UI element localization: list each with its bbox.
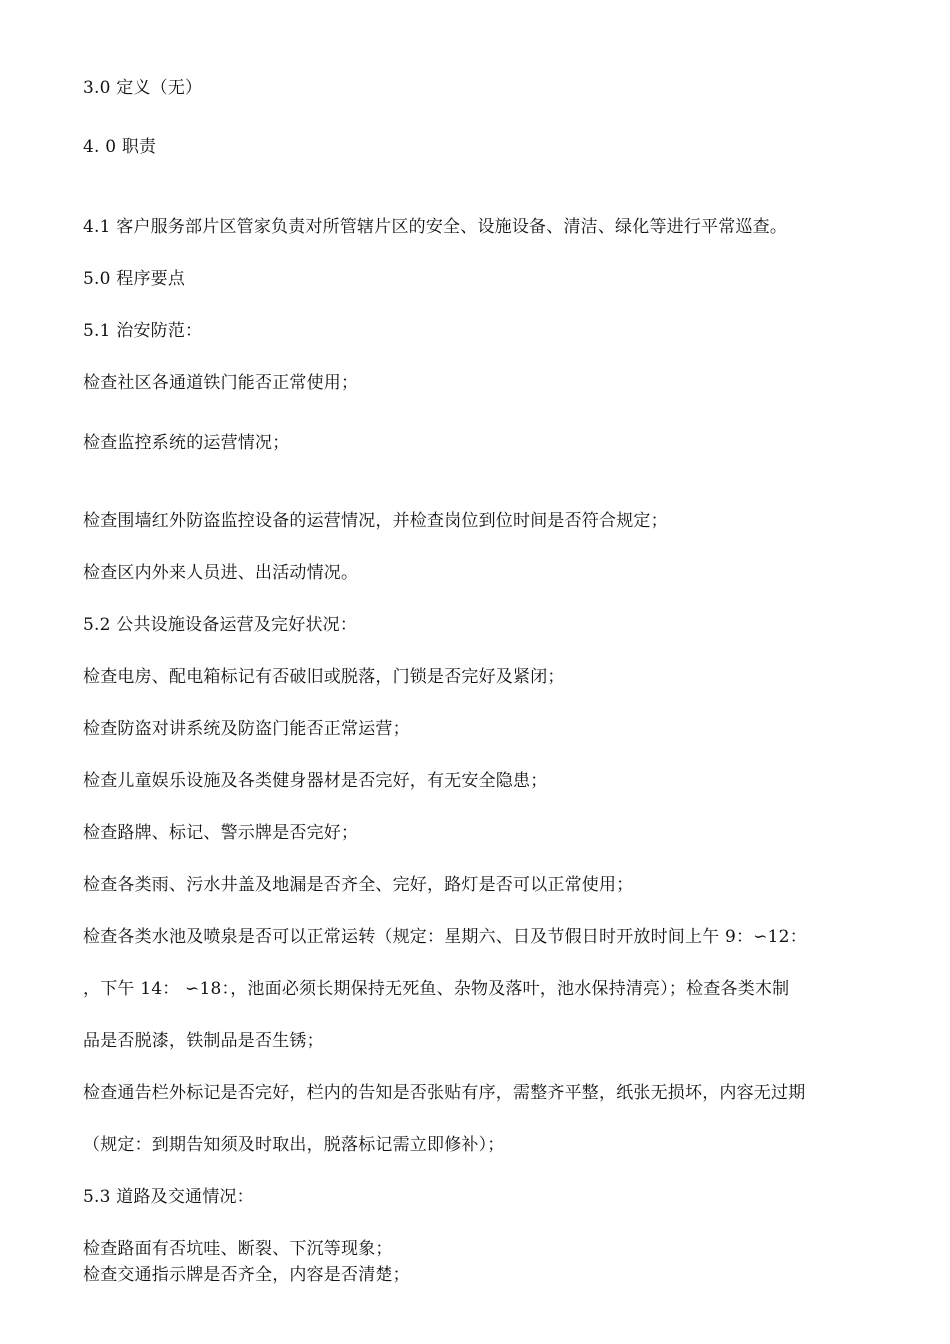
paragraph-line: ，下午 14： ∽18：，池面必须长期保持无死鱼、杂物及落叶，池水保持清亮）；检查各类木制 bbox=[83, 979, 790, 999]
paragraph-line: 检查通告栏外标记是否完好，栏内的告知是否张贴有序，需整齐平整，纸张无损坏，内容无过期 bbox=[83, 1083, 806, 1103]
paragraph-line: 检查区内外来人员进、出活动情况。 bbox=[83, 563, 359, 583]
paragraph-line: 品是否脱漆，铁制品是否生锈； bbox=[83, 1031, 324, 1051]
paragraph-line: 检查交通指示牌是否齐全，内容是否清楚； bbox=[83, 1265, 410, 1285]
subsection-heading-roads: 5.3 道路及交通情况： bbox=[83, 1187, 254, 1207]
section-heading-procedure: 5.0 程序要点 bbox=[83, 269, 186, 289]
paragraph-line: 检查防盗对讲系统及防盗门能否正常运营； bbox=[83, 719, 410, 739]
paragraph-line: 检查路面有否坑哇、断裂、下沉等现象； bbox=[83, 1239, 393, 1259]
paragraph-line: 检查儿童娱乐设施及各类健身器材是否完好，有无安全隐患； bbox=[83, 771, 548, 791]
paragraph-line: 检查社区各通道铁门能否正常使用； bbox=[83, 373, 359, 393]
paragraph-line: 检查各类水池及喷泉是否可以正常运转（规定：星期六、日及节假日时开放时间上午 9：∽12： bbox=[83, 927, 807, 947]
section-heading-definitions: 3.0 定义（无） bbox=[83, 78, 203, 98]
paragraph-duty-4-1: 4.1 客户服务部片区管家负责对所管辖片区的安全、设施设备、清洁、绿化等进行平常巡查。 bbox=[83, 217, 788, 237]
paragraph-line: 检查电房、配电箱标记有否破旧或脱落，门锁是否完好及紧闭； bbox=[83, 667, 565, 687]
section-heading-duties: 4. 0 职责 bbox=[83, 137, 157, 157]
subsection-heading-facilities: 5.2 公共设施设备运营及完好状况： bbox=[83, 615, 358, 635]
paragraph-line: 检查各类雨、污水井盖及地漏是否齐全、完好，路灯是否可以正常使用； bbox=[83, 875, 634, 895]
subsection-heading-security: 5.1 治安防范： bbox=[83, 321, 203, 341]
paragraph-line: 检查监控系统的运营情况； bbox=[83, 433, 290, 453]
paragraph-line: 检查围墙红外防盗监控设备的运营情况，并检查岗位到位时间是否符合规定； bbox=[83, 511, 668, 531]
paragraph-line: （规定：到期告知须及时取出，脱落标记需立即修补）； bbox=[83, 1135, 505, 1155]
paragraph-line: 检查路牌、标记、警示牌是否完好； bbox=[83, 823, 359, 843]
